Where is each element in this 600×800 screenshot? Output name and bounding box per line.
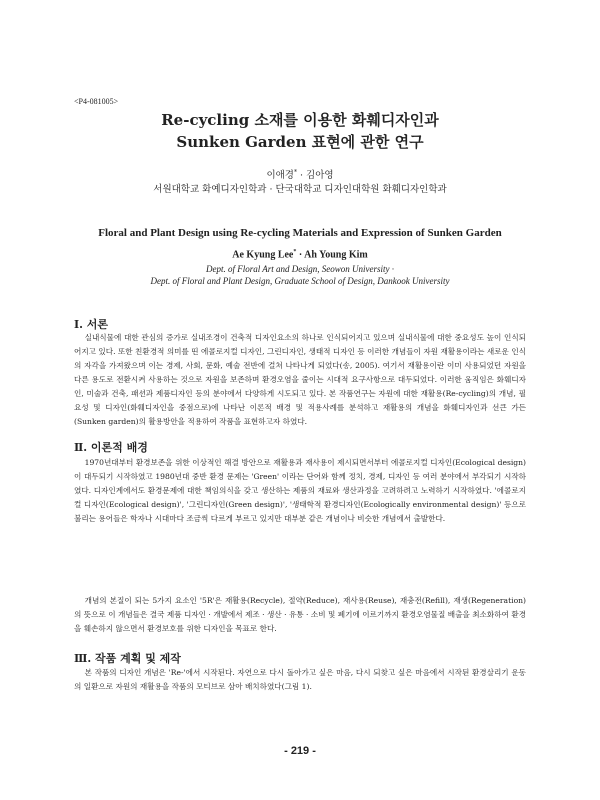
paragraph-background-1: 1970년대부터 환경보존을 위한 이상적인 해결 방안으로 재활용과 재사용이 제시되면서부터 에콜로지컬 디자인(Ecological design)이 대두되기 시작하였고 1980년대 중반 환경 문제는 'Green' 이라는 단어와 함께 정치, 경제, 디자인 등 여러 분야에서 부각되기 시작하였다. 디자인계에서도 환경문제에 대한 책임의식을 갖고 생산하는 제품의 재료와 생산과정을 고려하려고 노력하기 시작하였다. '에콜로지컬 디자인(Ecological design)', '그린디자인(Green design)', '생태학적 환경디자인(Ecologically environmental design)' 등으로 불리는 용어들은 학자나 시대마다 조금씩 다르게 부르고 있지만 대부분 같은 개념이나 비슷한 개념에서 출발한다. (74, 458, 526, 523)
authors-english (0, 249, 600, 260)
paragraph-background-2: 개념의 본질이 되는 5가지 요소인 '5R'은 재활용(Recycle), 절약(Reduce), 재사용(Reuse), 재충전(Refill), 재생(Regeneration)의 뜻으로 이 개념들은 결국 제품 디자인 · 개발에서 제조 · 생산 · 유통 · 소비 및 폐기에 이르기까지 환경오염물질 배출을 최소화하여 환경을 훼손하지 않으면서 환경보호를 위한 디자인을 목표로 한다. (74, 596, 526, 633)
affiliation-korean: 서원대학교 화예디자인학과 · 단국대학교 디자인대학원 화훼디자인학과 (153, 184, 447, 195)
author-2-en: Ah Young Kim (304, 249, 368, 261)
affiliation-english-2: Dept. of Floral and Plant Design, Graduate School of Design, Dankook University (150, 276, 450, 286)
section-heading-background: Ⅱ. 이론적 배경 (74, 441, 148, 454)
page-number: - 219 - (284, 745, 316, 757)
author-1-en: Ae Kyung Lee (232, 249, 294, 261)
section-heading-work-plan: Ⅲ. 작품 계획 및 제작 (74, 652, 181, 665)
section-heading-introduction: Ⅰ. 서론 (74, 318, 109, 331)
author-separator: · (296, 170, 307, 181)
english-title: Floral and Plant Design using Re-cycling Materials and Expression of Sunken Garden (98, 227, 502, 239)
title-line-2: Sunken Garden 표현에 관한 연구 (176, 133, 424, 151)
title-line-1: Re-cycling 소재를 이용한 화훼디자인과 (161, 111, 439, 129)
affiliation-english-1: Dept. of Floral Art and Design, Seowon University · (205, 264, 395, 274)
paragraph-work-plan: 본 작품의 디자인 개념은 'Re-'에서 시작된다. 자연으로 다시 돌아가고 싶은 마음, 다시 되찾고 싶은 마음에서 시작된 환경살리기 운동의 일환으로 자원의 재활용을 작품의 모티브로 삼아 배치하였다(그림 1). (74, 668, 526, 691)
paper-code: <P4-081005> (74, 97, 119, 106)
author-1-ko: 이애경 (266, 170, 294, 181)
authors-korean (0, 167, 600, 181)
paragraph-introduction: 실내식물에 대한 관심의 증가로 실내조경이 건축적 디자인요소의 하나로 인식되어지고 있으며 실내식물에 대한 중요성도 높이 인식되어지고 있다. 또한 친환경적 의미를 띤 에콜로지컬 디자인, 그린디자인, 생태적 디자인 등 이러한 개념들이 자원 재활용이라는 새로운 인식의 자각을 가져왔으며 이는 경제, 사회, 문화, 예술 전반에 걸쳐 나타나게 되었다(송, 2005). 여기서 재활용이란 이미 사용되었던 자원을 다른 용도로 전환시켜 사용하는 것으로 자원을 보존하며 환경오염을 줄이는 시대적 요구사항으로 대두되었다. 이러한 움직임은 화훼디자인, 미술과 건축, 패션과 제품디자인 등의 분야에서 다양하게 시도되고 있다. 본 작품연구는 자원에 대한 재활용(Re-cycling)의 개념, 필요성 및 디자인(화훼디자인을 중점으로)에 나타난 이론적 배경 및 적용사례를 분석하고 재활용의 개념을 화훼디자인과 선큰 가든(Sunken garden)의 활용방안을 적용하여 작품을 표현하고자 하였다. (74, 333, 526, 426)
author-separator-en: · (296, 249, 305, 261)
author-2-ko: 김아영 (306, 170, 334, 181)
corresponding-mark-en: * (293, 249, 297, 255)
corresponding-mark: * (293, 168, 297, 176)
